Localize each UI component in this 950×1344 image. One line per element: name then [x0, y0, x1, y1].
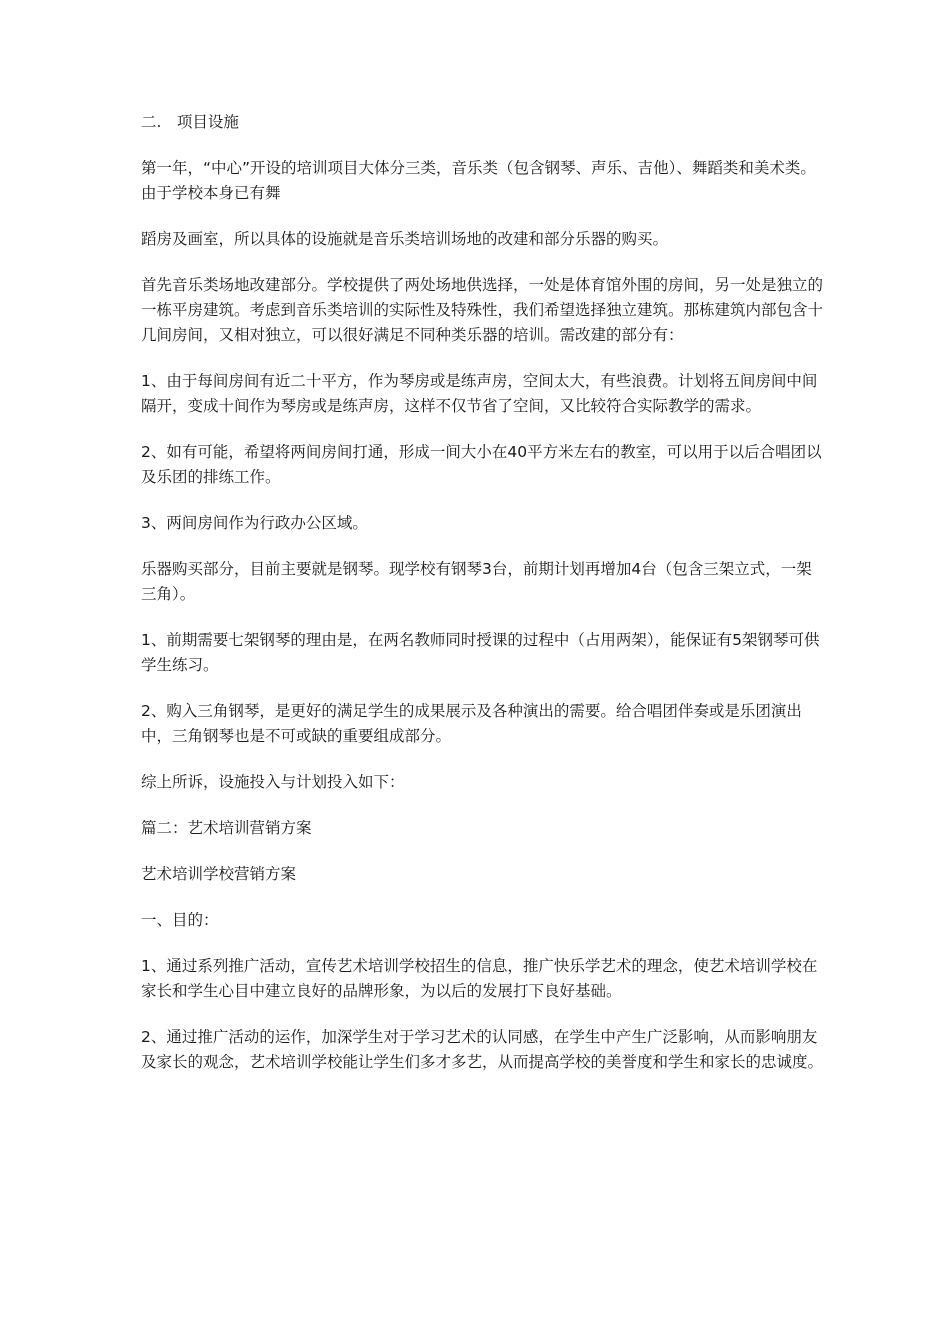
paragraph-music-venue: 首先音乐类场地改建部分。学校提供了两处场地供选择，一处是体育馆外围的房间，另一处是独立的一栋平房建筑。考虑到音乐类培训的实际性及特殊性，我们希望选择独立建筑。那栋建筑内部包含十几间房间，又相对独立，可以很好满足不同种类乐器的培训。需改建的部分有：	[141, 276, 824, 344]
paragraph-item-3-office: 3、两间房间作为行政办公区域。	[141, 514, 368, 532]
paragraph-piano-reason-2: 2、购入三角钢琴，是更好的满足学生的成果展示及各种演出的需要。给合唱团伴奏或是乐团演出中，三角钢琴也是不可或缺的重要组成部分。	[141, 702, 802, 745]
document-title-marketing-plan: 艺术培训学校营销方案	[141, 865, 297, 883]
section-heading-purpose: 一、目的：	[141, 911, 219, 929]
paragraph-facilities-summary: 蹈房及画室，所以具体的设施就是音乐类培训场地的改建和部分乐器的购买。	[141, 230, 669, 248]
paragraph-item-2-rehearsal-room: 2、如有可能，希望将两间房间打通，形成一间大小在40平方米左右的教室，可以用于以后合唱团以及乐团的排练工作。	[141, 443, 822, 486]
paragraph-piano-reason-1: 1、前期需要七架钢琴的理由是，在两名教师同时授课的过程中（占用两架），能保证有5架钢琴可供学生练习。	[141, 631, 820, 674]
paragraph-training-categories: 第一年，“中心”开设的培训项目大体分三类，音乐类（包含钢琴、声乐、吉他）、舞蹈类和美术类。由于学校本身已有舞	[141, 159, 816, 202]
paragraph-purpose-2: 2、通过推广活动的运作，加深学生对于学习艺术的认同感，在学生中产生广泛影响，从而影响朋友及家长的观念，艺术培训学校能让学生们多才多艺，从而提高学校的美誉度和学生和家长的忠诚度。	[141, 1028, 824, 1071]
paragraph-instrument-purchase: 乐器购买部分，目前主要就是钢琴。现学校有钢琴3台，前期计划再增加4台（包含三架立式，一架三角）。	[141, 560, 812, 603]
paragraph-item-1-room-partition: 1、由于每间房间有近二十平方，作为琴房或是练声房，空间太大，有些浪费。计划将五间房间中间隔开，变成十间作为琴房或是练声房，这样不仅节省了空间，又比较符合实际教学的需求。	[141, 372, 818, 415]
chapter-heading-marketing: 篇二：艺术培训营销方案	[141, 819, 312, 837]
document-body	[141, 110, 825, 1096]
paragraph-purpose-1: 1、通过系列推广活动，宣传艺术培训学校招生的信息，推广快乐学艺术的理念，使艺术培训学校在家长和学生心目中建立良好的品牌形象，为以后的发展打下良好基础。	[141, 957, 818, 1000]
paragraph-investment-summary: 综上所诉，设施投入与计划投入如下：	[141, 773, 405, 791]
section-heading-facilities: 二. 项目设施	[141, 113, 239, 131]
